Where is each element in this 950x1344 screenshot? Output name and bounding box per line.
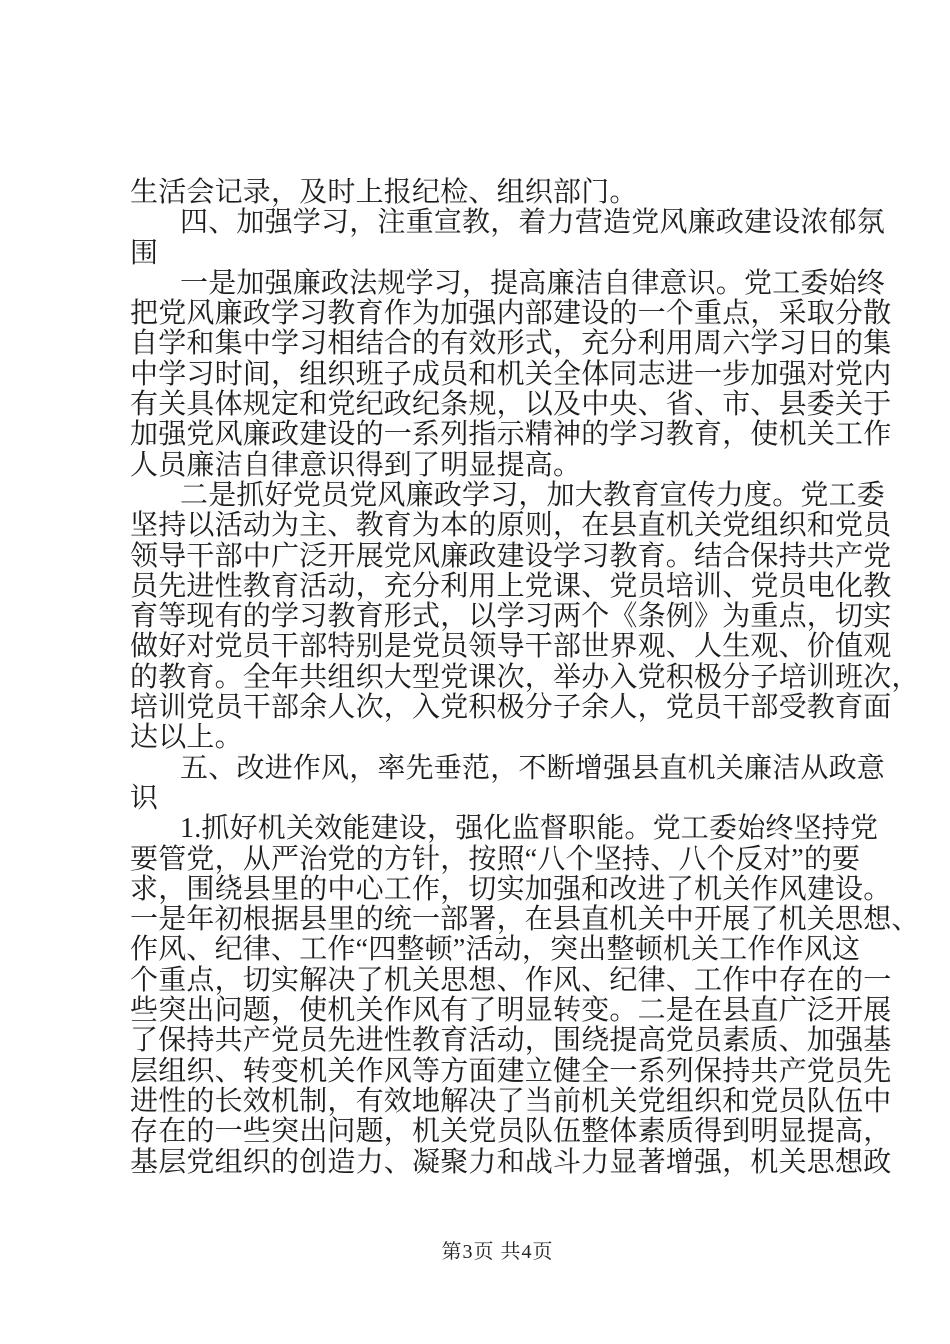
text-line: 的教育。全年共组织大型党课次，举办入党积极分子培训班次， [130, 661, 920, 693]
text-line: 五、改进作风，率先垂范，不断增强县直机关廉洁从政意 [180, 752, 886, 784]
text-line: 把党风廉政学习教育作为加强内部建设的一个重点，采取分散 [130, 298, 892, 330]
text-line: 存在的一些突出问题，机关党员队伍整体素质得到明显提高， [130, 1116, 892, 1148]
text-line: 了保持共产党员先进性教育活动，围绕提高党员素质、加强基 [130, 1025, 892, 1057]
text-line: 基层党组织的创造力、凝聚力和战斗力显著增强，机关思想政 [130, 1146, 892, 1178]
text-line: 自学和集中学习相结合的有效形式，充分利用周六学习日的集 [130, 328, 892, 360]
text-line: 要管党，从严治党的方针，按照“八个坚持、八个反对”的要 [130, 843, 861, 875]
paragraph [130, 269, 892, 481]
text-line: 有关具体规定和党纪政纪条规，以及中央、省、市、县委关于 [130, 389, 892, 421]
text-line: 一是年初根据县里的统一部署，在县直机关中开展了机关思想、 [130, 904, 920, 936]
text-line: 员先进性教育活动，充分利用上党课、党员培训、党员电化教 [130, 570, 892, 602]
paragraph [130, 479, 920, 754]
paragraph [130, 813, 920, 1178]
document-body [130, 177, 920, 1178]
page-number-label: 第3页 共4页 [441, 1241, 554, 1263]
text-line: 加强党风廉政建设的一系列指示精神的学习教育，使机关工作 [130, 419, 892, 451]
paragraph [130, 208, 892, 269]
text-line: 1.抓好机关效能建设，强化监督职能。党工委始终坚持党 [180, 813, 879, 845]
text-line: 围 [130, 237, 159, 269]
text-line: 些突出问题，使机关作风有了明显转变。二是在县直广泛开展 [130, 995, 892, 1027]
text-line: 培训党员干部余人次，入党积极分子余人，党员干部受教育面 [130, 692, 892, 724]
text-line: 四、加强学习，注重宣教，着力营造党风廉政建设浓郁氛 [180, 207, 886, 239]
text-line: 作风、纪律、工作“四整顿”活动，突出整顿机关工作作风这 [130, 934, 861, 966]
text-line: 层组织、转变机关作风等方面建立健全一系列保持共产党员先 [130, 1055, 892, 1087]
paragraph [130, 754, 892, 815]
text-line: 坚持以活动为主、教育为本的原则，在县直机关党组织和党员 [130, 510, 892, 542]
text-line: 达以上。 [130, 722, 243, 754]
text-line: 人员廉洁自律意识得到了明显提高。 [130, 449, 582, 481]
text-line: 求，围绕县里的中心工作，切实加强和改进了机关作风建设。 [130, 873, 892, 905]
paragraph [130, 178, 892, 208]
text-line: 识 [130, 782, 159, 814]
text-line: 中学习时间，组织班子成员和机关全体同志进一步加强对党内 [130, 358, 892, 390]
text-line: 二是抓好党员党风廉政学习，加大教育宣传力度。党工委 [180, 479, 886, 511]
text-line: 育等现有的学习教育形式，以学习两个《条例》为重点，切实 [130, 601, 892, 633]
text-line: 生活会记录，及时上报纪检、组织部门。 [130, 177, 638, 208]
text-line: 做好对党员干部特别是党员领导干部世界观、人生观、价值观 [130, 631, 892, 663]
text-line: 进性的长效机制，有效地解决了当前机关党组织和党员队伍中 [130, 1085, 892, 1117]
text-line: 个重点，切实解决了机关思想、作风、纪律、工作中存在的一 [130, 964, 892, 996]
page-footer [0, 1240, 950, 1264]
text-line: 领导干部中广泛开展党风廉政建设学习教育。结合保持共产党 [130, 540, 892, 572]
text-line: 一是加强廉政法规学习，提高廉洁自律意识。党工委始终 [180, 267, 886, 299]
